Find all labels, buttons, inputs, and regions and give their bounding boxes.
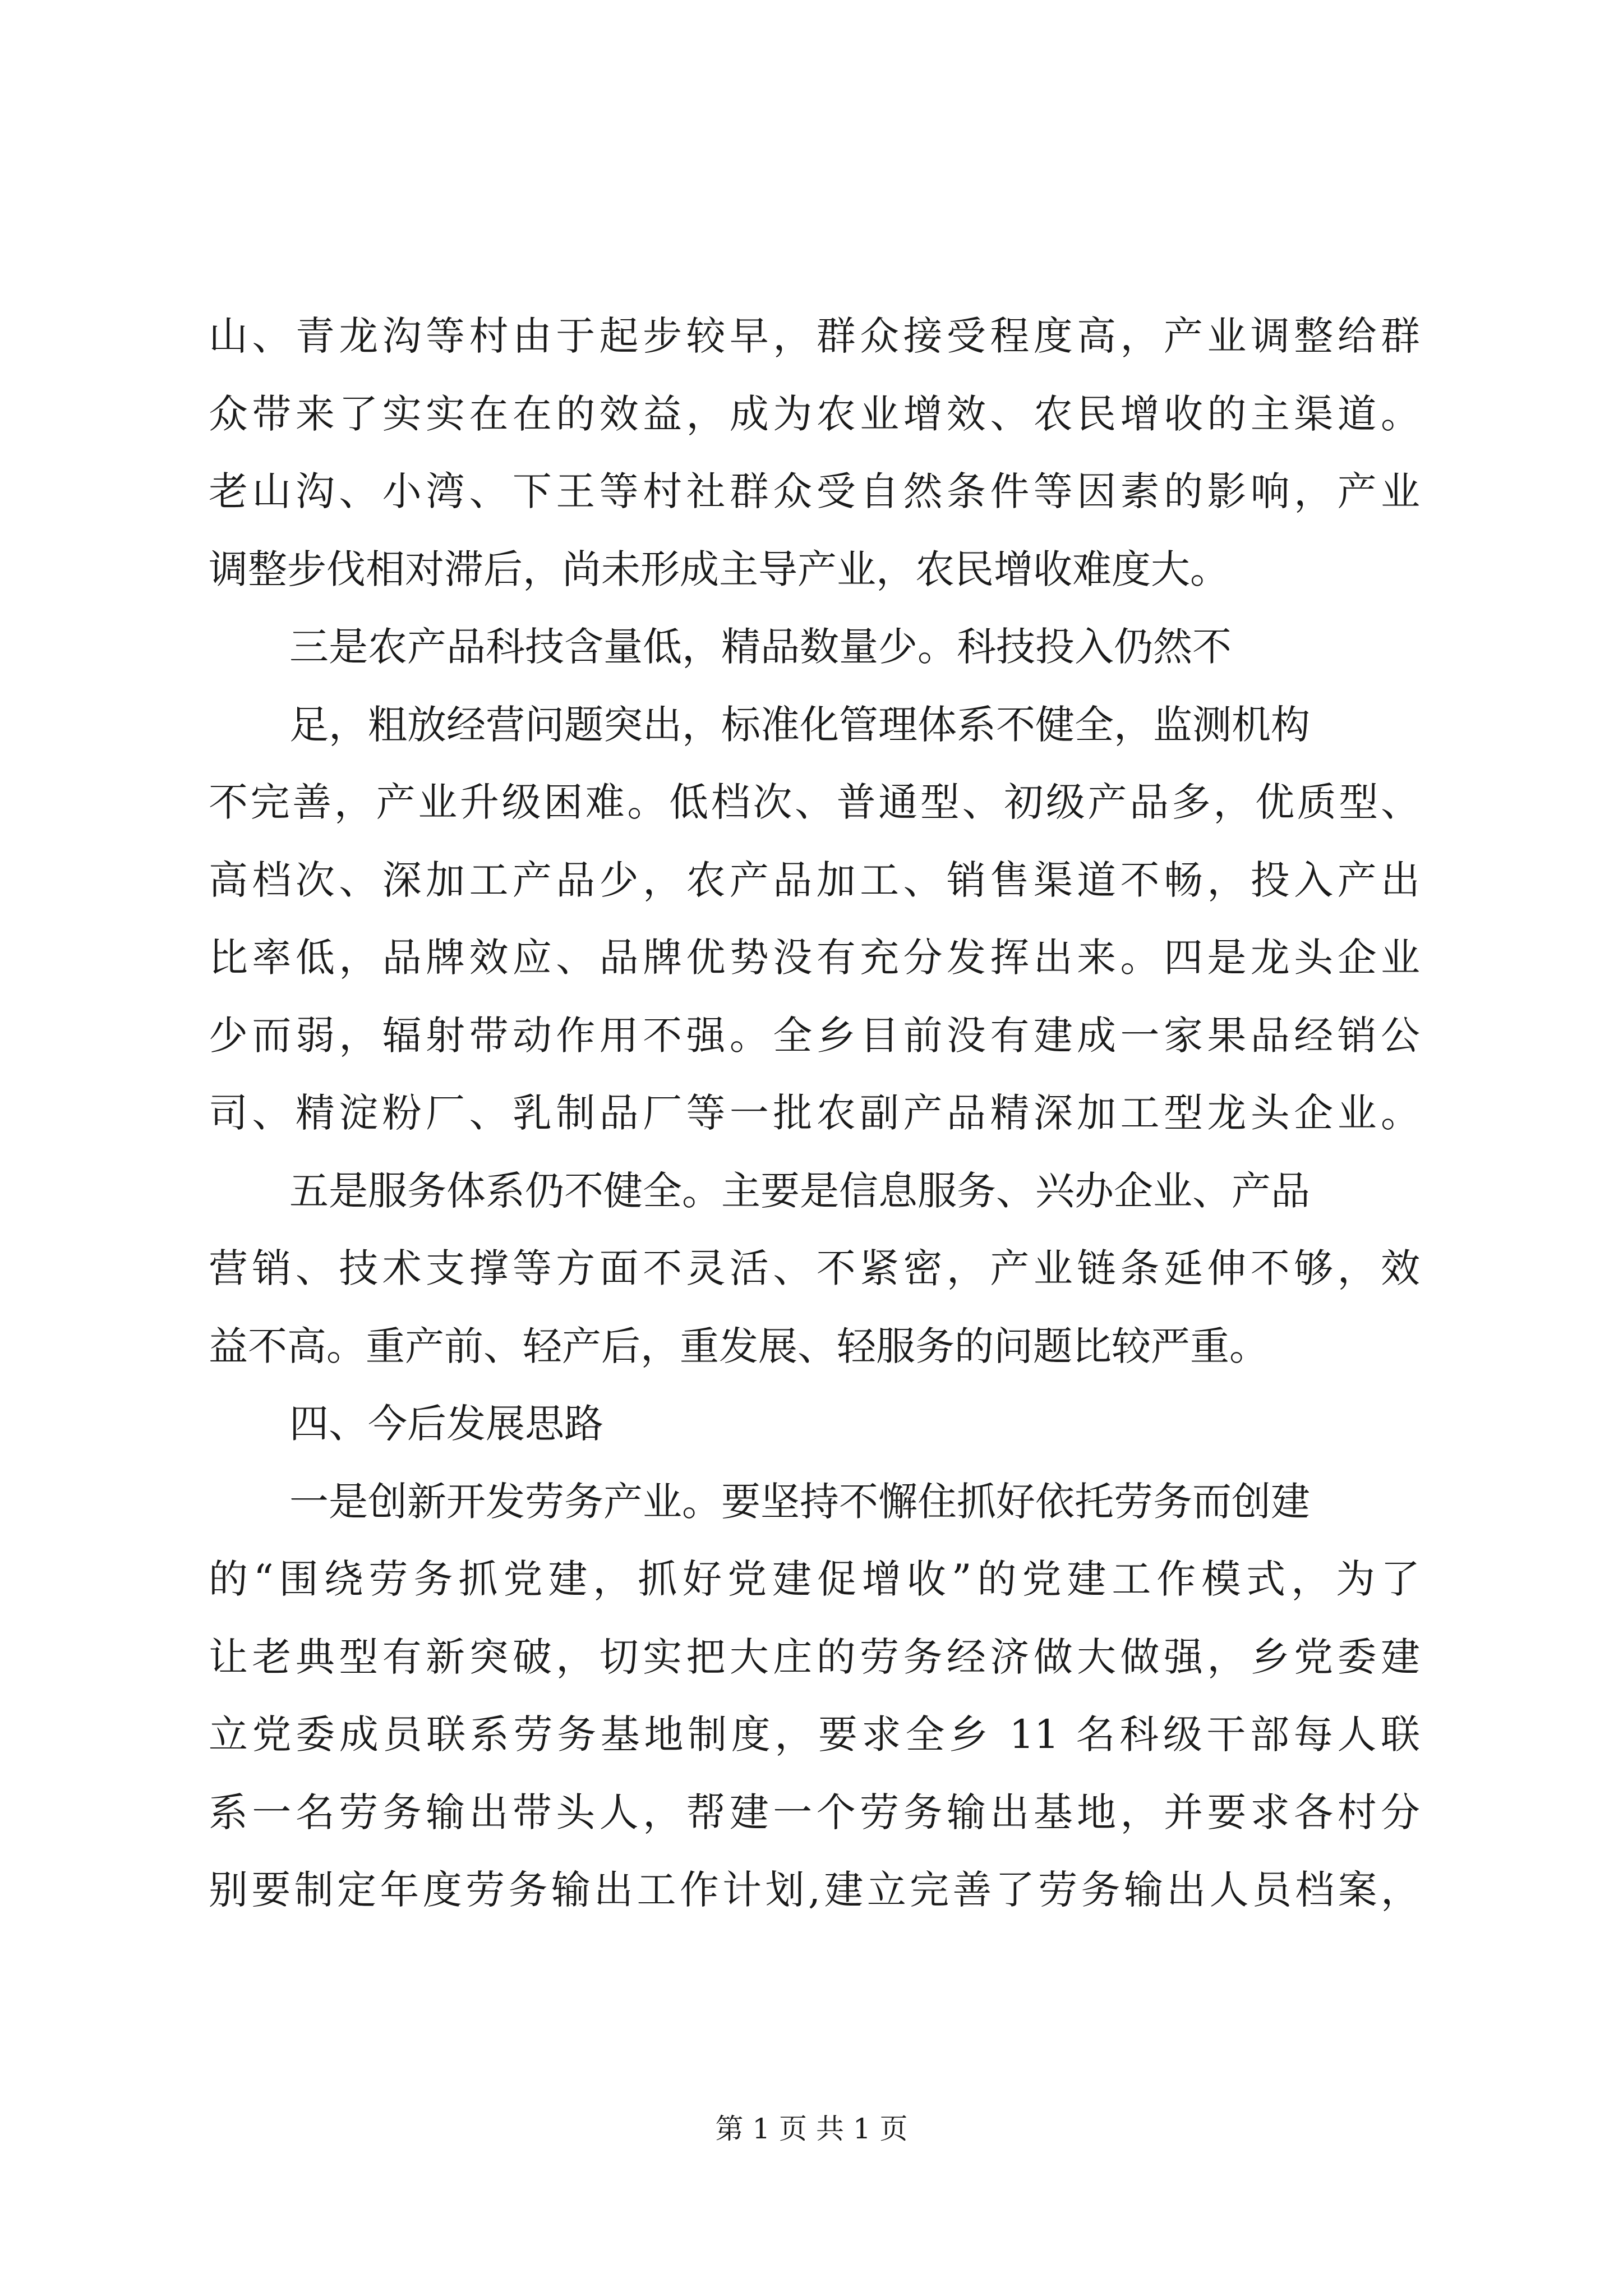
text-line: 别要制定年度劳务输出工作计划,建立完善了劳务输出人员档案， <box>209 1867 1420 1913</box>
text-line: 营销、技术支撑等方面不灵活、不紧密，产业链条延伸不够，效 <box>209 1245 1420 1291</box>
page-footer: 第 1 页 共 1 页 <box>715 2113 908 2145</box>
paragraph-start-line: 一是创新开发劳务产业。要坚持不懈住抓好依托劳务而创建 <box>289 1478 1310 1525</box>
text-line: 益不高。重产前、轻产后，重发展、轻服务的问题比较严重。 <box>209 1323 1269 1369</box>
document-body <box>209 297 1420 1929</box>
text-line: 足，粗放经营问题突出，标准化管理体系不健全，监测机构 <box>289 701 1310 748</box>
text-line: 司、精淀粉厂、乳制品厂等一批农副产品精深加工型龙头企业。 <box>209 1090 1420 1136</box>
text-line: 少而弱，辐射带动作用不强。全乡目前没有建成一家果品经销公 <box>209 1012 1420 1059</box>
text-line: 众带来了实实在在的效益，成为农业增效、农民增收的主渠道。 <box>209 390 1420 437</box>
text-line: 高档次、深加工产品少，农产品加工、销售渠道不畅，投入产出 <box>209 857 1420 903</box>
text-line: 比率低，品牌效应、品牌优势没有充分发挥出来。四是龙头企业 <box>209 935 1420 981</box>
text-line: 的“围绕劳务抓党建，抓好党建促增收”的党建工作模式，为了 <box>209 1556 1420 1602</box>
text-line: 立党委成员联系劳务基地制度，要求全乡 11 名科级干部每人联 <box>209 1711 1420 1757</box>
text-line: 让老典型有新突破，切实把大庄的劳务经济做大做强，乡党委建 <box>209 1634 1420 1680</box>
text-line: 系一名劳务输出带头人，帮建一个劳务输出基地，并要求各村分 <box>209 1789 1420 1835</box>
text-line: 不完善，产业升级困难。低档次、普通型、初级产品多，优质型、 <box>209 779 1420 825</box>
text-line: 老山沟、小湾、下王等村社群众受自然条件等因素的影响，产业 <box>209 468 1420 514</box>
text-line: 调整步伐相对滞后，尚未形成主导产业，农民增收难度大。 <box>209 546 1229 592</box>
paragraph-start-line: 三是农产品科技含量低，精品数量少。科技投入仍然不 <box>289 624 1232 670</box>
paragraph-start-line: 五是服务体系仍不健全。主要是信息服务、兴办企业、产品 <box>289 1167 1310 1214</box>
text-line: 山、青龙沟等村由于起步较早，群众接受程度高，产业调整给群 <box>209 313 1420 359</box>
section-heading: 四、今后发展思路 <box>289 1401 603 1447</box>
